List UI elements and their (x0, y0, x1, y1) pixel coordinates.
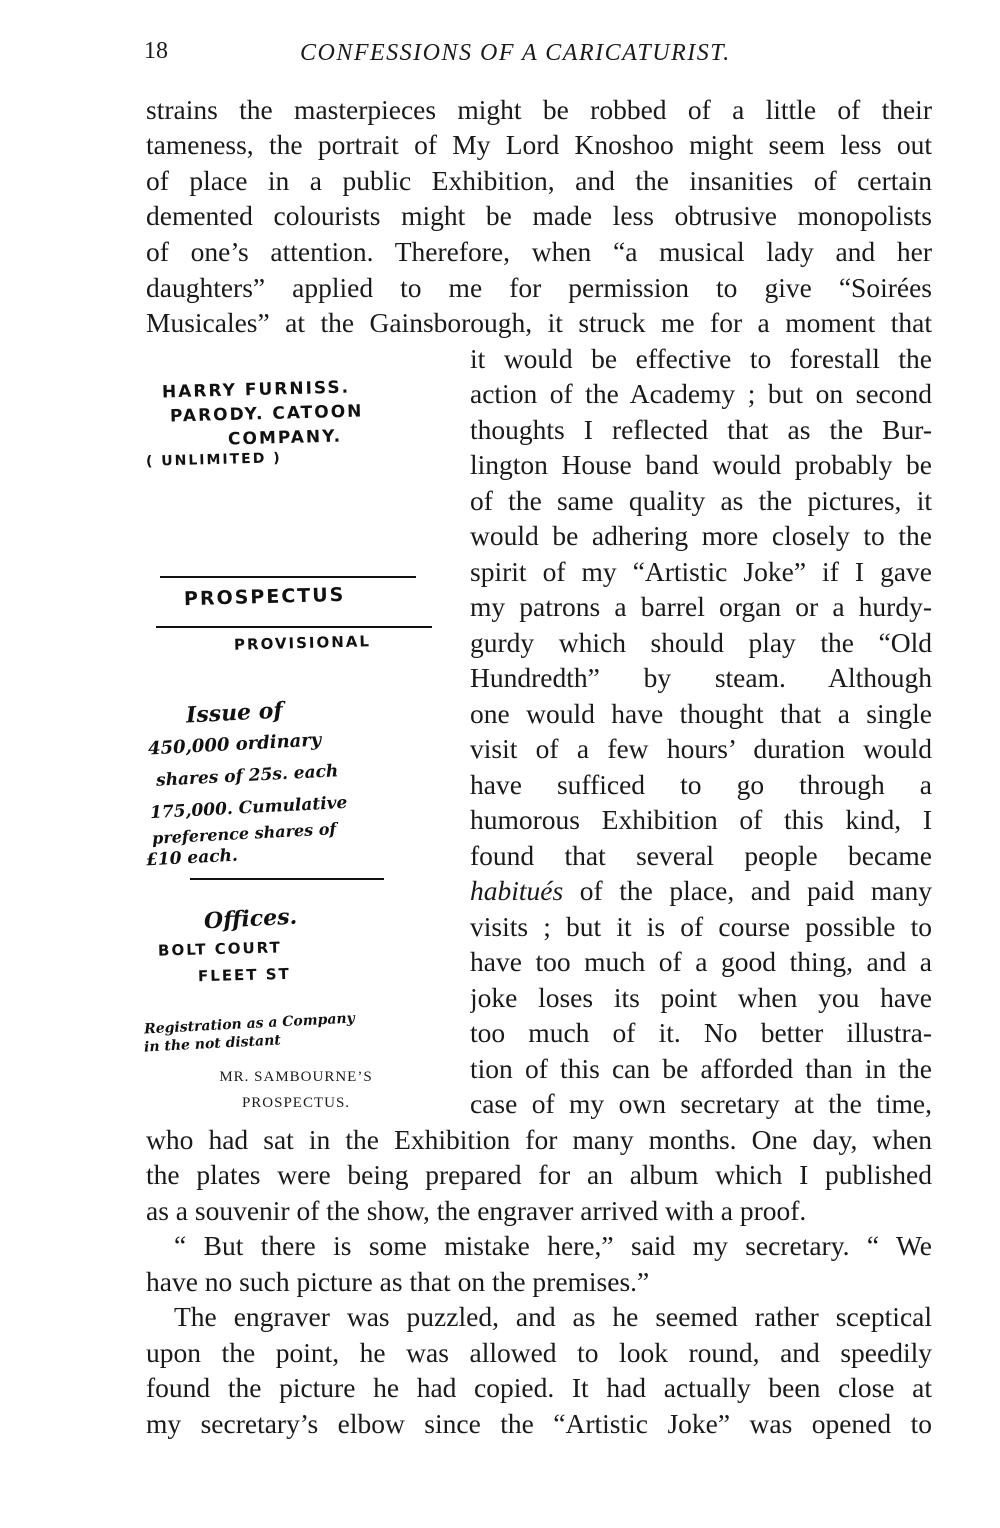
column-line: action of the Academy ; but on second (470, 378, 932, 409)
column-line: lington House band would probably be (470, 449, 932, 480)
text-line: The engraver was puzzled, and as he seemed rather sceptical (174, 1301, 932, 1332)
column-line: joke loses its point when you have (470, 982, 932, 1013)
column-line: one would have thought that a single (470, 698, 932, 729)
column-line: humorous Exhibition of this kind, I (470, 804, 932, 835)
company-line: HARRY FURNISS. (161, 377, 351, 403)
text-line: tameness, the portrait of My Lord Knoshoo might seem less out (146, 129, 932, 160)
issue-line: preference shares of (151, 819, 337, 848)
text-line: strains the masterpieces might be robbed of a little of their (146, 94, 932, 125)
caption-line: MR. SAMBOURNE’S (219, 1069, 373, 1085)
address-line: BOLT COURT (157, 938, 282, 960)
column-line: my patrons a barrel organ or a hurdy- (470, 591, 932, 622)
column-line: visits ; but it is of course possible to (470, 911, 932, 942)
text-line: upon the point, he was allowed to look round, and speedily (146, 1337, 932, 1368)
running-title: CONFESSIONS OF A CARICATURIST. (300, 40, 731, 66)
column-line (470, 873, 932, 908)
issue-line: Issue of (185, 697, 284, 729)
text-line: daughters” applied to me for permission to give “Soirées (146, 272, 932, 303)
column-line: found that several people became (470, 840, 932, 871)
caption-line: PROSPECTUS. (241, 1095, 351, 1111)
text-line: Musicales” at the Gainsborough, it struck me for a moment that (146, 307, 932, 338)
column-line: gurdy which should play the “Old (470, 627, 932, 658)
text-line: have no such picture as that on the premises.” (146, 1266, 650, 1297)
page-number: 18 (144, 38, 168, 64)
issue-line: 450,000 ordinary (147, 729, 322, 760)
figure-caption (166, 1064, 426, 1116)
registration-line: in the not distant (143, 1032, 282, 1056)
italic-word: habitués (470, 875, 564, 906)
issue-line: 175,000. Cumulative (149, 792, 348, 824)
column-line: have sufficed to go through a (470, 769, 932, 800)
column-line: thoughts I reflected that as the Bur- (470, 414, 932, 445)
line-rest: of the place, and paid many (563, 875, 932, 906)
provisional-label: PROVISIONAL (233, 632, 372, 654)
column-line: visit of a few hours’ duration would (470, 733, 932, 764)
text-line: who had sat in the Exhibition for many months. One day, when (146, 1124, 932, 1155)
column-line: have too much of a good thing, and a (470, 946, 932, 977)
text-line: of place in a public Exhibition, and the insanities of certain (146, 165, 932, 196)
text-line: my secretary’s elbow since the “Artistic Joke” was opened to (146, 1408, 932, 1439)
divider (160, 576, 416, 578)
issue-line: £10 each. (145, 845, 239, 871)
divider (156, 626, 432, 628)
column-line: tion of this can be afforded than in the (470, 1053, 932, 1084)
registration-line: Registration as a Company (143, 1010, 356, 1038)
text-line: the plates were being prepared for an album which I published (146, 1159, 932, 1190)
divider (190, 878, 384, 880)
company-line: ( UNLIMITED ) (145, 450, 282, 470)
column-line: case of my own secretary at the time, (470, 1088, 932, 1119)
prospectus-heading: PROSPECTUS (183, 583, 346, 611)
text-line: found the picture he had copied. It had actually been close at (146, 1372, 932, 1403)
column-line: too much of it. No better illustra- (470, 1017, 932, 1048)
column-line: spirit of my “Artistic Joke” if I gave (470, 556, 932, 587)
text-line: as a souvenir of the show, the engraver arrived with a proof. (146, 1195, 807, 1226)
text-line: demented colourists might be made less obtrusive monopolists (146, 200, 932, 231)
company-line: COMPANY. (227, 426, 343, 450)
column-line: of the same quality as the pictures, it (470, 485, 932, 516)
prospectus-illustration (140, 372, 440, 1092)
column-line: Hundredth” by steam. Although (470, 662, 932, 693)
company-line: PARODY. CATOON (169, 401, 364, 427)
issue-line: shares of 25s. each (155, 761, 339, 791)
column-line: it would be effective to forestall the (470, 343, 932, 374)
offices-heading: Offices. (203, 903, 298, 935)
address-line: FLEET ST (197, 964, 292, 986)
text-line: of one’s attention. Therefore, when “a musical lady and her (146, 236, 932, 267)
column-line: would be adhering more closely to the (470, 520, 932, 551)
text-line: “ But there is some mistake here,” said my secretary. “ We (174, 1230, 932, 1261)
